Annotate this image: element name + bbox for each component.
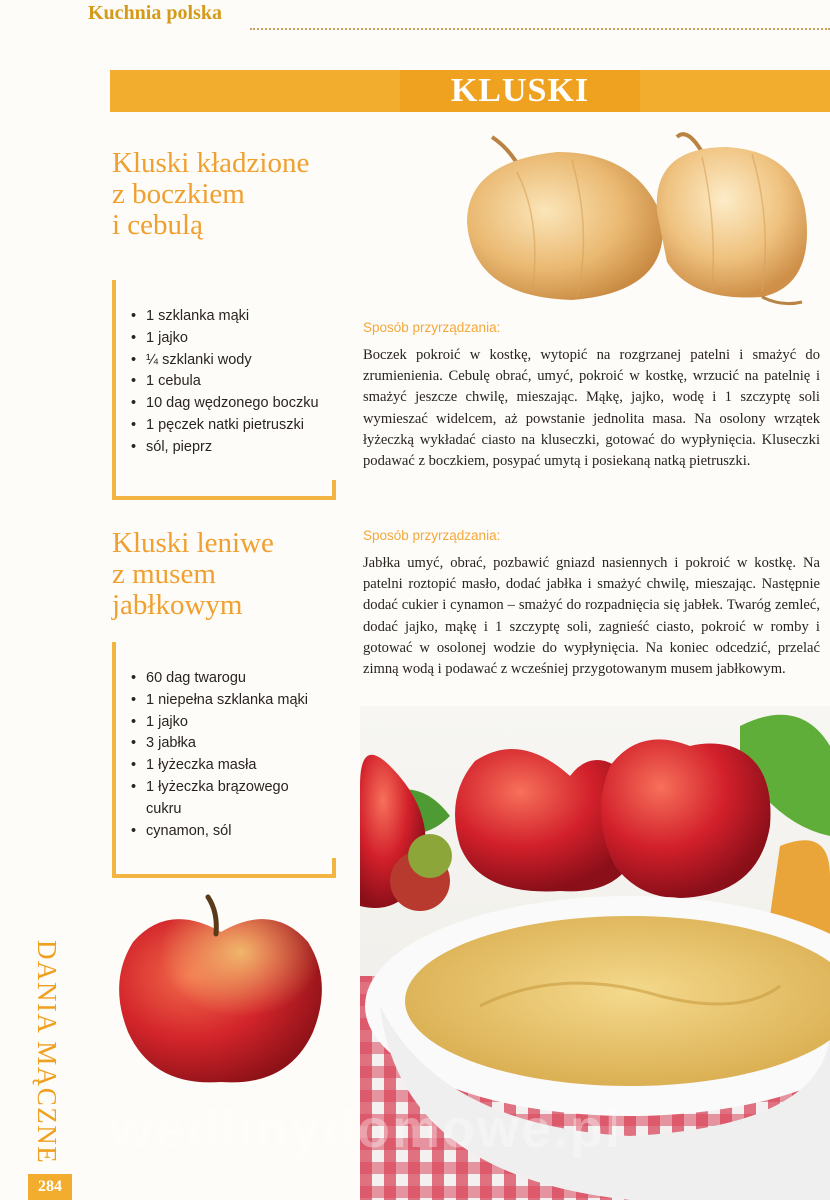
recipe2-title-line: Kluski leniwe [112, 527, 274, 559]
recipe2-title-line: jabłkowym [112, 589, 243, 621]
recipe1-title-line: Kluski kładzione [112, 147, 310, 179]
ingredients-frame-tick [112, 280, 116, 294]
recipe2-method-text: Jabłka umyć, obrać, pozbawić gniazd nasiennych i pokroić w kostkę. Na patelni roztopić masło, dodać jabłka i smażyć chwilę, mieszając. Następnie dodać cukier i cynamon – smażyć do rozpadnięcia się jabłek. Twaróg zemleć, dodać jajko, mąkę i 1 szczyptę soli, zagnieść ciasto, pokroić w romby i gotować w osolonej wodzie do wypłynięcia. Na koniec odcedzić, przelać zimną wodą i podawać z wcześniej przygotowanym musem jabłkowym. [363, 555, 820, 678]
ingredient-item: • 3 jabłka [116, 733, 332, 755]
recipe1-title-line: z boczkiem [112, 178, 245, 210]
ingredient-item: • 1 cebula [116, 371, 332, 393]
ingredient-item: • 60 dag twarogu [116, 668, 332, 690]
recipe2-ingredients [112, 656, 332, 878]
recipe1-method-text: Boczek pokroić w kostkę, wytopić na rozgrzanej patelni i smażyć do zrumienienia. Cebulę obrać, umyć, pokroić w kostkę, wrzucić na patelnię i smażyć jeszcze chwilę, mieszając. Mąkę, jajko, wodę i 1 szczyptę soli wymieszać widelcem, aż powstanie jednolita masa. Na osolony wrzątek łyżeczką wykładać ciasto na kluseczki, gotować do wypłynięcia. Kluseczki podawać z boczkiem, posypać umytą i posiekaną natką pietruszki. [363, 347, 820, 470]
section-bar [110, 70, 830, 112]
ingredient-item: • cynamon, sól [116, 821, 332, 843]
ingredient-item: • 1 pęczek natki pietruszki [116, 415, 332, 437]
watermark: wedlinydomowe.pl [110, 1099, 623, 1159]
recipe1-ingredients [112, 294, 332, 500]
ingredient-item: • 1 łyżeczka brązowego cukru [116, 777, 296, 821]
section-label: KLUSKI [400, 70, 640, 112]
onion-image [462, 122, 822, 312]
header-dotted-rule [250, 28, 830, 30]
recipe2-title-line: z musem [112, 558, 216, 590]
ingredient-item: • 1 jajko [116, 712, 332, 734]
page-number: 284 [28, 1174, 72, 1200]
recipe1-title-line: i cebulą [112, 209, 203, 241]
recipe1-title [112, 148, 309, 241]
book-title: Kuchnia polska [88, 2, 222, 24]
side-tab-label: DANIA MĄCZNE [32, 940, 62, 1165]
recipe2-method-label: Sposób przyrządzania: [363, 528, 501, 543]
ingredient-item: • 10 dag wędzonego boczku [116, 393, 332, 415]
ingredients-frame-tick [332, 858, 336, 878]
ingredients-frame-tick [112, 642, 116, 656]
apple-image [108, 892, 334, 1092]
ingredient-item: • sól, pieprz [116, 437, 332, 459]
ingredient-item: • ¼ szklanki wody [116, 350, 332, 372]
ingredient-item: • 1 jajko [116, 328, 332, 350]
page-header [0, 0, 830, 32]
ingredients-frame-tick [332, 480, 336, 500]
recipe1-method-label: Sposób przyrządzania: [363, 320, 501, 335]
recipe1-ingredient-list [116, 306, 332, 459]
recipe2-title [112, 528, 274, 621]
ingredient-item: • 1 szklanka mąki [116, 306, 332, 328]
ingredient-item: • 1 łyżeczka masła [116, 755, 332, 777]
ingredient-item: • 1 niepełna szklanka mąki [116, 690, 332, 712]
recipe2-ingredient-list [116, 668, 332, 842]
